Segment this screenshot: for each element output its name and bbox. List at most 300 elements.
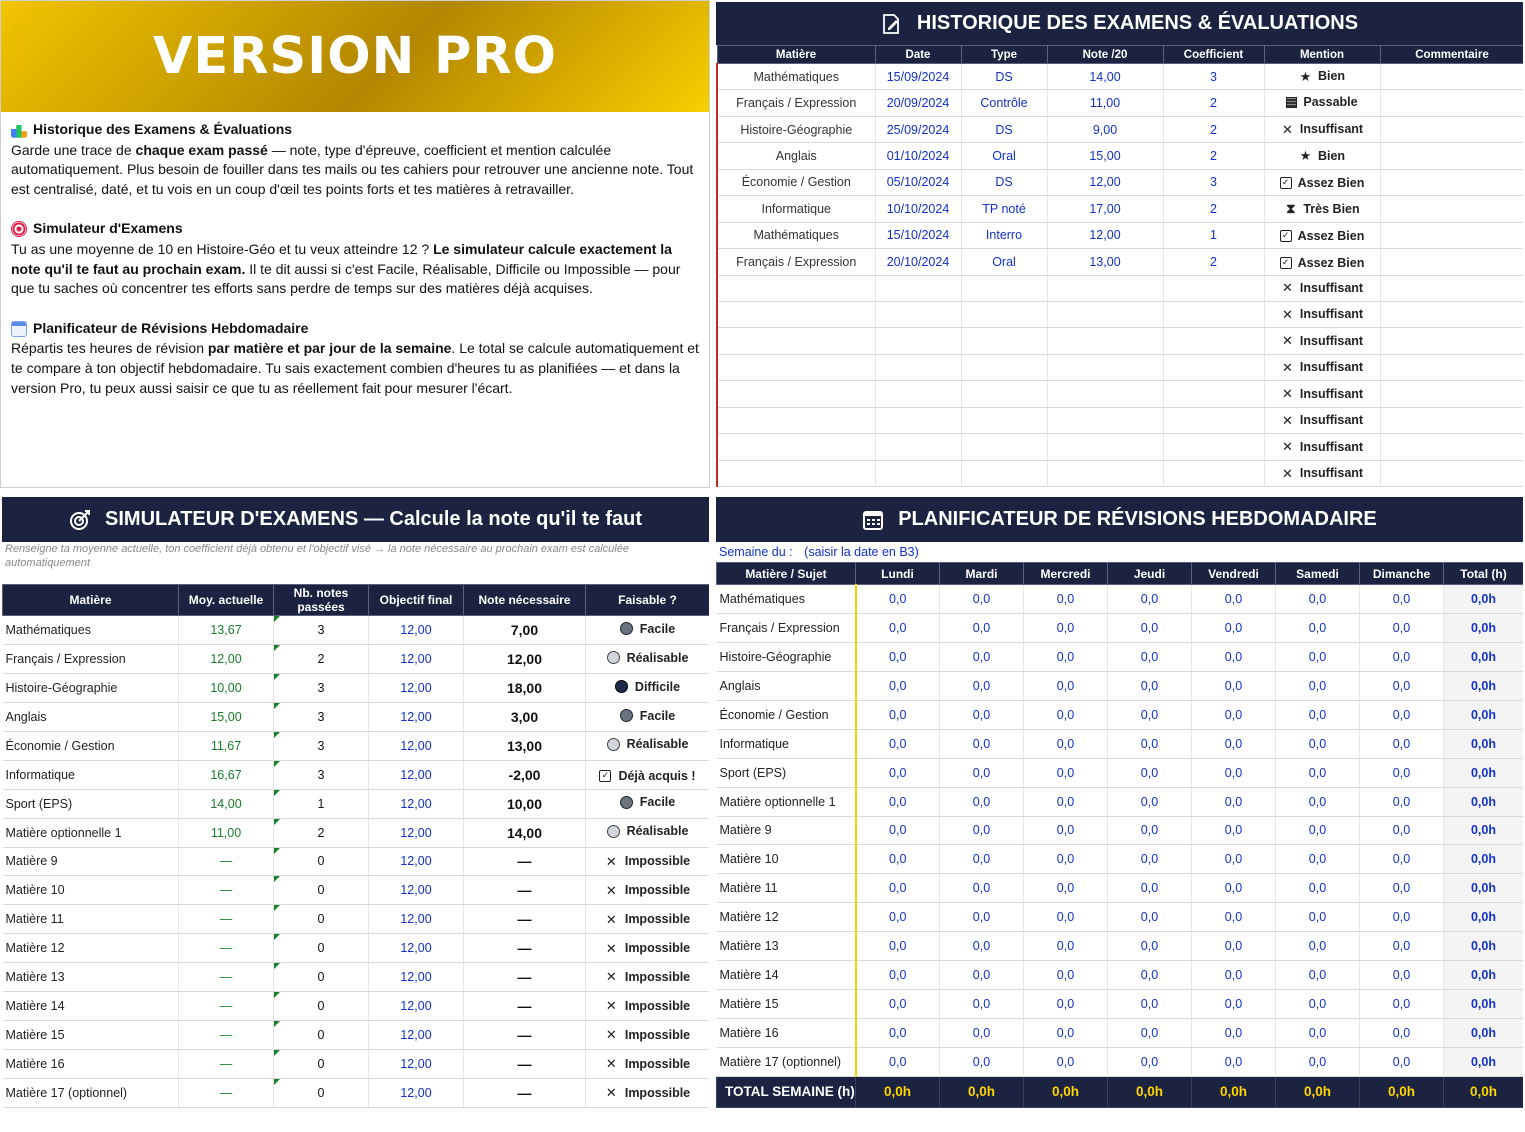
cell-note[interactable] [1047,381,1163,407]
cell-matiere[interactable]: Mathématiques [717,64,875,90]
cell-objectif[interactable]: 12,00 [369,731,464,760]
cell-date[interactable]: 01/10/2024 [875,143,961,169]
cell-hours[interactable]: 0,0 [1108,903,1192,932]
cell-matiere[interactable]: Informatique [3,760,179,789]
cell-moyenne[interactable]: — [179,1079,274,1108]
semaine-hint[interactable]: (saisir la date en B3) [804,545,919,559]
cell-matiere[interactable]: Économie / Gestion [3,731,179,760]
cell-hours[interactable]: 0,0 [1024,787,1108,816]
cell-date[interactable] [875,301,961,327]
cell-hours[interactable]: 0,0 [856,787,940,816]
cell-hours[interactable]: 0,0 [1108,671,1192,700]
cell-matiere[interactable]: Matière 17 (optionnel) [3,1079,179,1108]
cell-hours[interactable]: 0,0 [940,961,1024,990]
cell-matiere[interactable]: Matière 13 [3,963,179,992]
cell-matiere[interactable] [717,328,875,354]
cell-hours[interactable]: 0,0 [1024,642,1108,671]
cell-type[interactable] [961,328,1047,354]
cell-matiere[interactable]: Informatique [717,196,875,222]
cell-matiere[interactable]: Économie / Gestion [717,700,856,729]
cell-hours[interactable]: 0,0 [1360,816,1444,845]
cell-hours[interactable]: 0,0 [1024,1019,1108,1048]
cell-matiere[interactable] [717,434,875,460]
cell-hours[interactable]: 0,0 [856,903,940,932]
cell-hours[interactable]: 0,0 [940,932,1024,961]
cell-hours[interactable]: 0,0 [856,1048,940,1077]
cell-commentaire[interactable] [1380,169,1523,195]
cell-hours[interactable]: 0,0 [1360,874,1444,903]
cell-nb-notes[interactable]: 0 [274,934,369,963]
cell-hours[interactable]: 0,0 [1276,671,1360,700]
cell-type[interactable]: Oral [961,249,1047,275]
cell-type[interactable]: DS [961,64,1047,90]
cell-hours[interactable]: 0,0 [1276,874,1360,903]
cell-hours[interactable]: 0,0 [940,758,1024,787]
cell-note[interactable]: 12,00 [1047,222,1163,248]
cell-date[interactable] [875,328,961,354]
cell-moyenne[interactable]: — [179,963,274,992]
cell-hours[interactable]: 0,0 [940,700,1024,729]
cell-nb-notes[interactable]: 3 [274,673,369,702]
cell-commentaire[interactable] [1380,407,1523,433]
cell-commentaire[interactable] [1380,249,1523,275]
cell-hours[interactable]: 0,0 [856,816,940,845]
cell-hours[interactable]: 0,0 [1024,700,1108,729]
cell-type[interactable] [961,407,1047,433]
cell-hours[interactable]: 0,0 [940,903,1024,932]
cell-hours[interactable]: 0,0 [1024,845,1108,874]
cell-note[interactable] [1047,460,1163,486]
cell-hours[interactable]: 0,0 [1276,932,1360,961]
cell-hours[interactable]: 0,0 [1276,700,1360,729]
cell-hours[interactable]: 0,0 [1024,585,1108,614]
cell-matiere[interactable] [717,301,875,327]
cell-nb-notes[interactable]: 0 [274,876,369,905]
cell-type[interactable]: Interro [961,222,1047,248]
cell-objectif[interactable]: 12,00 [369,1079,464,1108]
cell-type[interactable]: DS [961,169,1047,195]
cell-hours[interactable]: 0,0 [1276,585,1360,614]
cell-hours[interactable]: 0,0 [1276,1019,1360,1048]
cell-matiere[interactable]: Matière 16 [3,1050,179,1079]
cell-nb-notes[interactable]: 3 [274,702,369,731]
cell-hours[interactable]: 0,0 [1276,613,1360,642]
cell-commentaire[interactable] [1380,328,1523,354]
cell-hours[interactable]: 0,0 [1108,932,1192,961]
cell-note[interactable]: 17,00 [1047,196,1163,222]
cell-matiere[interactable]: Mathématiques [717,222,875,248]
cell-hours[interactable]: 0,0 [940,990,1024,1019]
cell-nb-notes[interactable]: 3 [274,731,369,760]
cell-moyenne[interactable]: — [179,1050,274,1079]
cell-hours[interactable]: 0,0 [1108,613,1192,642]
cell-hours[interactable]: 0,0 [1276,729,1360,758]
cell-coefficient[interactable] [1163,328,1264,354]
cell-moyenne[interactable]: — [179,876,274,905]
cell-hours[interactable]: 0,0 [1024,903,1108,932]
cell-hours[interactable]: 0,0 [1276,845,1360,874]
cell-hours[interactable]: 0,0 [940,1048,1024,1077]
cell-moyenne[interactable]: 15,00 [179,702,274,731]
cell-mention[interactable] [1264,90,1380,116]
cell-hours[interactable]: 0,0 [1024,932,1108,961]
cell-hours[interactable]: 0,0 [1360,903,1444,932]
cell-hours[interactable]: 0,0 [1024,613,1108,642]
cell-matiere[interactable]: Anglais [717,143,875,169]
cell-matiere[interactable]: Matière 10 [717,845,856,874]
cell-objectif[interactable]: 12,00 [369,673,464,702]
cell-date[interactable] [875,275,961,301]
cell-matiere[interactable] [717,354,875,380]
cell-moyenne[interactable]: — [179,847,274,876]
cell-mention[interactable] [1264,460,1380,486]
cell-matiere[interactable]: Matière 10 [3,876,179,905]
cell-hours[interactable]: 0,0 [856,961,940,990]
cell-type[interactable]: Oral [961,143,1047,169]
cell-commentaire[interactable] [1380,354,1523,380]
cell-note[interactable] [1047,434,1163,460]
cell-mention[interactable] [1264,169,1380,195]
cell-coefficient[interactable] [1163,460,1264,486]
cell-hours[interactable]: 0,0 [1360,642,1444,671]
cell-matiere[interactable]: Sport (EPS) [3,789,179,818]
cell-hours[interactable]: 0,0 [1276,816,1360,845]
cell-coefficient[interactable]: 2 [1163,116,1264,142]
cell-coefficient[interactable] [1163,354,1264,380]
cell-mention[interactable] [1264,249,1380,275]
cell-hours[interactable]: 0,0 [940,613,1024,642]
cell-date[interactable]: 15/09/2024 [875,64,961,90]
cell-matiere[interactable]: Français / Expression [3,644,179,673]
cell-note[interactable] [1047,354,1163,380]
cell-matiere[interactable]: Histoire-Géographie [717,642,856,671]
cell-hours[interactable]: 0,0 [1108,700,1192,729]
cell-objectif[interactable]: 12,00 [369,1021,464,1050]
cell-type[interactable] [961,354,1047,380]
cell-mention[interactable] [1264,328,1380,354]
cell-hours[interactable]: 0,0 [856,874,940,903]
cell-mention[interactable] [1264,434,1380,460]
cell-hours[interactable]: 0,0 [1108,758,1192,787]
cell-mention[interactable] [1264,354,1380,380]
cell-moyenne[interactable]: 16,67 [179,760,274,789]
cell-hours[interactable]: 0,0 [1360,729,1444,758]
cell-commentaire[interactable] [1380,90,1523,116]
cell-hours[interactable]: 0,0 [1192,1019,1276,1048]
cell-moyenne[interactable]: 14,00 [179,789,274,818]
cell-hours[interactable]: 0,0 [940,671,1024,700]
cell-matiere[interactable]: Informatique [717,729,856,758]
cell-coefficient[interactable]: 2 [1163,143,1264,169]
cell-coefficient[interactable] [1163,301,1264,327]
cell-type[interactable] [961,301,1047,327]
cell-hours[interactable]: 0,0 [1108,845,1192,874]
cell-commentaire[interactable] [1380,434,1523,460]
cell-objectif[interactable]: 12,00 [369,1050,464,1079]
cell-mention[interactable] [1264,143,1380,169]
cell-matiere[interactable] [717,275,875,301]
cell-moyenne[interactable]: 12,00 [179,644,274,673]
cell-hours[interactable]: 0,0 [856,671,940,700]
cell-hours[interactable]: 0,0 [856,845,940,874]
cell-objectif[interactable]: 12,00 [369,992,464,1021]
cell-nb-notes[interactable]: 0 [274,1050,369,1079]
cell-hours[interactable]: 0,0 [1024,1048,1108,1077]
cell-coefficient[interactable] [1163,381,1264,407]
cell-commentaire[interactable] [1380,64,1523,90]
cell-date[interactable] [875,460,961,486]
cell-hours[interactable]: 0,0 [1108,816,1192,845]
cell-matiere[interactable]: Anglais [717,671,856,700]
cell-mention[interactable] [1264,116,1380,142]
cell-type[interactable] [961,460,1047,486]
cell-commentaire[interactable] [1380,222,1523,248]
cell-nb-notes[interactable]: 2 [274,644,369,673]
cell-hours[interactable]: 0,0 [1024,729,1108,758]
cell-hours[interactable]: 0,0 [940,642,1024,671]
cell-hours[interactable]: 0,0 [1024,816,1108,845]
cell-matiere[interactable]: Matière 14 [3,992,179,1021]
cell-coefficient[interactable]: 2 [1163,249,1264,275]
cell-hours[interactable]: 0,0 [856,1019,940,1048]
cell-date[interactable]: 25/09/2024 [875,116,961,142]
cell-matiere[interactable] [717,381,875,407]
cell-hours[interactable]: 0,0 [1276,787,1360,816]
cell-hours[interactable]: 0,0 [1192,758,1276,787]
cell-objectif[interactable]: 12,00 [369,616,464,645]
cell-hours[interactable]: 0,0 [1192,932,1276,961]
cell-nb-notes[interactable]: 2 [274,818,369,847]
cell-matiere[interactable]: Matière 12 [3,934,179,963]
cell-matiere[interactable] [717,407,875,433]
cell-matiere[interactable]: Français / Expression [717,90,875,116]
cell-hours[interactable]: 0,0 [1192,816,1276,845]
cell-note[interactable] [1047,328,1163,354]
cell-hours[interactable]: 0,0 [1024,758,1108,787]
cell-type[interactable] [961,275,1047,301]
cell-hours[interactable]: 0,0 [1192,671,1276,700]
cell-objectif[interactable]: 12,00 [369,702,464,731]
cell-matiere[interactable]: Matière 16 [717,1019,856,1048]
cell-type[interactable]: Contrôle [961,90,1047,116]
cell-note[interactable] [1047,275,1163,301]
cell-hours[interactable]: 0,0 [940,1019,1024,1048]
cell-mention[interactable] [1264,381,1380,407]
cell-date[interactable]: 20/09/2024 [875,90,961,116]
cell-nb-notes[interactable]: 0 [274,963,369,992]
cell-mention[interactable] [1264,222,1380,248]
cell-matiere[interactable]: Anglais [3,702,179,731]
cell-hours[interactable]: 0,0 [940,729,1024,758]
cell-hours[interactable]: 0,0 [1108,787,1192,816]
cell-objectif[interactable]: 12,00 [369,876,464,905]
cell-note[interactable]: 14,00 [1047,64,1163,90]
cell-hours[interactable]: 0,0 [940,874,1024,903]
cell-hours[interactable]: 0,0 [856,613,940,642]
cell-mention[interactable] [1264,196,1380,222]
cell-matiere[interactable]: Matière 15 [717,990,856,1019]
cell-type[interactable]: DS [961,116,1047,142]
cell-matiere[interactable]: Matière optionnelle 1 [3,818,179,847]
cell-hours[interactable]: 0,0 [1024,874,1108,903]
cell-hours[interactable]: 0,0 [1108,642,1192,671]
cell-commentaire[interactable] [1380,301,1523,327]
cell-matiere[interactable]: Matière 11 [3,905,179,934]
cell-hours[interactable]: 0,0 [940,816,1024,845]
cell-objectif[interactable]: 12,00 [369,963,464,992]
cell-hours[interactable]: 0,0 [856,642,940,671]
cell-hours[interactable]: 0,0 [1108,1019,1192,1048]
cell-matiere[interactable]: Mathématiques [717,585,856,614]
cell-coefficient[interactable] [1163,407,1264,433]
cell-matiere[interactable]: Français / Expression [717,249,875,275]
cell-matiere[interactable]: Français / Expression [717,613,856,642]
cell-hours[interactable]: 0,0 [1360,613,1444,642]
cell-date[interactable] [875,381,961,407]
cell-hours[interactable]: 0,0 [1276,1048,1360,1077]
cell-nb-notes[interactable]: 1 [274,789,369,818]
cell-note[interactable]: 11,00 [1047,90,1163,116]
cell-hours[interactable]: 0,0 [856,990,940,1019]
cell-objectif[interactable]: 12,00 [369,934,464,963]
cell-moyenne[interactable]: — [179,934,274,963]
cell-nb-notes[interactable]: 0 [274,905,369,934]
cell-hours[interactable]: 0,0 [856,585,940,614]
cell-hours[interactable]: 0,0 [1192,642,1276,671]
cell-hours[interactable]: 0,0 [1360,585,1444,614]
cell-objectif[interactable]: 12,00 [369,818,464,847]
cell-hours[interactable]: 0,0 [1360,932,1444,961]
cell-hours[interactable]: 0,0 [1192,990,1276,1019]
cell-hours[interactable]: 0,0 [1360,787,1444,816]
cell-matiere[interactable]: Économie / Gestion [717,169,875,195]
cell-date[interactable]: 20/10/2024 [875,249,961,275]
cell-matiere[interactable]: Histoire-Géographie [717,116,875,142]
cell-hours[interactable]: 0,0 [940,585,1024,614]
cell-commentaire[interactable] [1380,275,1523,301]
cell-hours[interactable]: 0,0 [1192,961,1276,990]
cell-hours[interactable]: 0,0 [1360,990,1444,1019]
cell-mention[interactable] [1264,301,1380,327]
cell-note[interactable] [1047,301,1163,327]
cell-coefficient[interactable]: 3 [1163,169,1264,195]
cell-matiere[interactable]: Matière 13 [717,932,856,961]
cell-nb-notes[interactable]: 0 [274,992,369,1021]
cell-hours[interactable]: 0,0 [1108,1048,1192,1077]
cell-mention[interactable] [1264,275,1380,301]
cell-hours[interactable]: 0,0 [1360,1019,1444,1048]
cell-matiere[interactable]: Matière 11 [717,874,856,903]
cell-hours[interactable]: 0,0 [940,787,1024,816]
cell-hours[interactable]: 0,0 [1192,845,1276,874]
cell-note[interactable]: 13,00 [1047,249,1163,275]
cell-hours[interactable]: 0,0 [1276,990,1360,1019]
cell-hours[interactable]: 0,0 [1108,961,1192,990]
cell-objectif[interactable]: 12,00 [369,644,464,673]
cell-hours[interactable]: 0,0 [1360,700,1444,729]
cell-objectif[interactable]: 12,00 [369,760,464,789]
cell-nb-notes[interactable]: 0 [274,1079,369,1108]
cell-hours[interactable]: 0,0 [1024,961,1108,990]
cell-coefficient[interactable] [1163,434,1264,460]
cell-matiere[interactable]: Matière 15 [3,1021,179,1050]
cell-mention[interactable] [1264,64,1380,90]
cell-commentaire[interactable] [1380,460,1523,486]
cell-hours[interactable]: 0,0 [856,758,940,787]
cell-hours[interactable]: 0,0 [1360,845,1444,874]
cell-commentaire[interactable] [1380,381,1523,407]
cell-matiere[interactable]: Histoire-Géographie [3,673,179,702]
cell-coefficient[interactable]: 3 [1163,64,1264,90]
cell-hours[interactable]: 0,0 [1276,758,1360,787]
cell-matiere[interactable]: Matière 12 [717,903,856,932]
cell-note[interactable]: 12,00 [1047,169,1163,195]
cell-hours[interactable]: 0,0 [1192,787,1276,816]
cell-hours[interactable]: 0,0 [1192,1048,1276,1077]
cell-moyenne[interactable]: 11,67 [179,731,274,760]
cell-objectif[interactable]: 12,00 [369,905,464,934]
cell-coefficient[interactable] [1163,275,1264,301]
cell-commentaire[interactable] [1380,143,1523,169]
cell-hours[interactable]: 0,0 [940,845,1024,874]
cell-hours[interactable]: 0,0 [1192,729,1276,758]
cell-note[interactable] [1047,407,1163,433]
cell-date[interactable] [875,354,961,380]
cell-date[interactable]: 05/10/2024 [875,169,961,195]
cell-hours[interactable]: 0,0 [1108,990,1192,1019]
cell-hours[interactable]: 0,0 [1192,903,1276,932]
cell-hours[interactable]: 0,0 [856,700,940,729]
cell-hours[interactable]: 0,0 [1192,585,1276,614]
cell-matiere[interactable]: Matière 9 [717,816,856,845]
cell-objectif[interactable]: 12,00 [369,789,464,818]
cell-type[interactable]: TP noté [961,196,1047,222]
cell-hours[interactable]: 0,0 [1276,903,1360,932]
cell-matiere[interactable]: Matière 14 [717,961,856,990]
cell-hours[interactable]: 0,0 [1360,758,1444,787]
cell-mention[interactable] [1264,407,1380,433]
cell-hours[interactable]: 0,0 [1024,671,1108,700]
cell-hours[interactable]: 0,0 [1024,990,1108,1019]
cell-moyenne[interactable]: — [179,1021,274,1050]
cell-nb-notes[interactable]: 3 [274,616,369,645]
cell-date[interactable]: 15/10/2024 [875,222,961,248]
cell-matiere[interactable]: Matière 9 [3,847,179,876]
cell-hours[interactable]: 0,0 [1108,729,1192,758]
cell-commentaire[interactable] [1380,196,1523,222]
cell-hours[interactable]: 0,0 [1192,700,1276,729]
cell-hours[interactable]: 0,0 [1108,585,1192,614]
cell-hours[interactable]: 0,0 [1360,671,1444,700]
cell-hours[interactable]: 0,0 [1360,961,1444,990]
cell-coefficient[interactable]: 2 [1163,90,1264,116]
cell-hours[interactable]: 0,0 [1276,642,1360,671]
cell-type[interactable] [961,434,1047,460]
cell-hours[interactable]: 0,0 [1192,613,1276,642]
cell-commentaire[interactable] [1380,116,1523,142]
cell-date[interactable] [875,407,961,433]
cell-moyenne[interactable]: — [179,905,274,934]
cell-moyenne[interactable]: 10,00 [179,673,274,702]
cell-nb-notes[interactable]: 0 [274,847,369,876]
cell-moyenne[interactable]: 11,00 [179,818,274,847]
cell-date[interactable]: 10/10/2024 [875,196,961,222]
cell-matiere[interactable]: Matière 17 (optionnel) [717,1048,856,1077]
cell-hours[interactable]: 0,0 [1192,874,1276,903]
cell-hours[interactable]: 0,0 [1276,961,1360,990]
cell-matiere[interactable] [717,460,875,486]
cell-nb-notes[interactable]: 0 [274,1021,369,1050]
